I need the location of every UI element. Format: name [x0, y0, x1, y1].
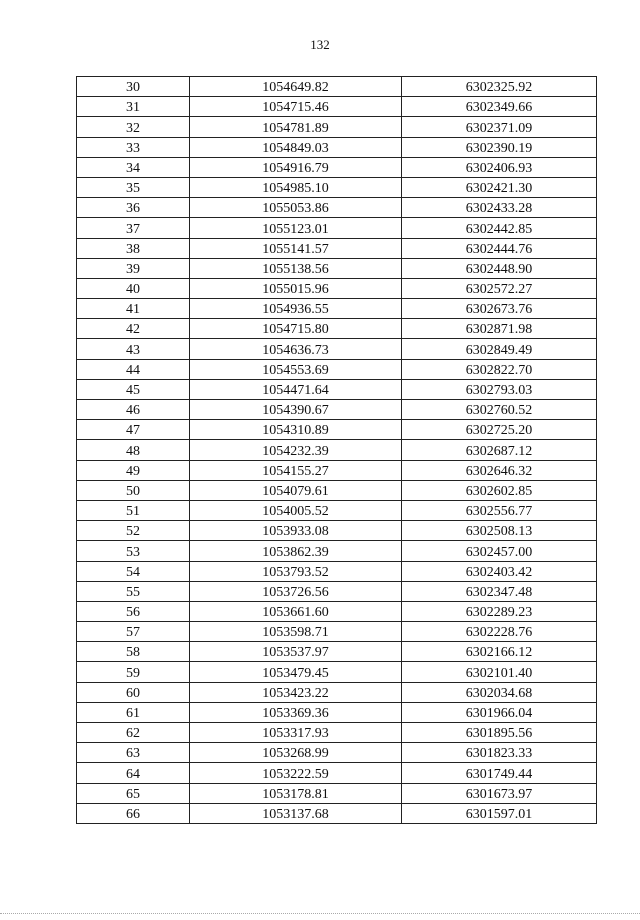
x-coordinate-cell: 1053933.08 — [190, 521, 402, 541]
y-coordinate-cell: 6302347.48 — [402, 581, 597, 601]
x-coordinate-cell: 1054936.55 — [190, 299, 402, 319]
point-number-cell: 41 — [77, 299, 190, 319]
y-coordinate-cell: 6302433.28 — [402, 198, 597, 218]
y-coordinate-cell: 6302572.27 — [402, 278, 597, 298]
bottom-edge-rule — [0, 913, 640, 914]
x-coordinate-cell: 1054985.10 — [190, 177, 402, 197]
y-coordinate-cell: 6302228.76 — [402, 622, 597, 642]
point-number-cell: 59 — [77, 662, 190, 682]
y-coordinate-cell: 6302760.52 — [402, 400, 597, 420]
x-coordinate-cell: 1053661.60 — [190, 601, 402, 621]
table-row — [77, 642, 597, 662]
x-coordinate-cell: 1054781.89 — [190, 117, 402, 137]
point-number-cell: 51 — [77, 500, 190, 520]
x-coordinate-cell: 1053793.52 — [190, 561, 402, 581]
table-row — [77, 480, 597, 500]
table-row — [77, 702, 597, 722]
x-coordinate-cell: 1054849.03 — [190, 137, 402, 157]
table-row — [77, 541, 597, 561]
point-number-cell: 47 — [77, 420, 190, 440]
x-coordinate-cell: 1053137.68 — [190, 803, 402, 823]
table-row — [77, 521, 597, 541]
x-coordinate-cell: 1054649.82 — [190, 77, 402, 97]
coordinates-table-body — [77, 77, 597, 824]
table-row — [77, 97, 597, 117]
y-coordinate-cell: 6302673.76 — [402, 299, 597, 319]
table-row — [77, 622, 597, 642]
point-number-cell: 31 — [77, 97, 190, 117]
point-number-cell: 40 — [77, 278, 190, 298]
table-row — [77, 440, 597, 460]
y-coordinate-cell: 6302871.98 — [402, 319, 597, 339]
table-row — [77, 299, 597, 319]
x-coordinate-cell: 1053726.56 — [190, 581, 402, 601]
point-number-cell: 65 — [77, 783, 190, 803]
point-number-cell: 30 — [77, 77, 190, 97]
coordinates-table — [76, 76, 597, 824]
point-number-cell: 35 — [77, 177, 190, 197]
y-coordinate-cell: 6301895.56 — [402, 723, 597, 743]
x-coordinate-cell: 1053268.99 — [190, 743, 402, 763]
table-row — [77, 500, 597, 520]
y-coordinate-cell: 6302349.66 — [402, 97, 597, 117]
table-row — [77, 662, 597, 682]
table-row — [77, 379, 597, 399]
x-coordinate-cell: 1053423.22 — [190, 682, 402, 702]
y-coordinate-cell: 6302101.40 — [402, 662, 597, 682]
point-number-cell: 50 — [77, 480, 190, 500]
table-row — [77, 763, 597, 783]
x-coordinate-cell: 1053178.81 — [190, 783, 402, 803]
table-row — [77, 278, 597, 298]
y-coordinate-cell: 6302442.85 — [402, 218, 597, 238]
y-coordinate-cell: 6302325.92 — [402, 77, 597, 97]
x-coordinate-cell: 1054005.52 — [190, 500, 402, 520]
point-number-cell: 54 — [77, 561, 190, 581]
table-row — [77, 400, 597, 420]
table-row — [77, 238, 597, 258]
table-row — [77, 339, 597, 359]
point-number-cell: 49 — [77, 460, 190, 480]
point-number-cell: 60 — [77, 682, 190, 702]
x-coordinate-cell: 1054715.46 — [190, 97, 402, 117]
x-coordinate-cell: 1054310.89 — [190, 420, 402, 440]
x-coordinate-cell: 1053317.93 — [190, 723, 402, 743]
y-coordinate-cell: 6301673.97 — [402, 783, 597, 803]
y-coordinate-cell: 6302508.13 — [402, 521, 597, 541]
point-number-cell: 34 — [77, 157, 190, 177]
table-row — [77, 359, 597, 379]
table-row — [77, 198, 597, 218]
y-coordinate-cell: 6302390.19 — [402, 137, 597, 157]
x-coordinate-cell: 1053862.39 — [190, 541, 402, 561]
x-coordinate-cell: 1054916.79 — [190, 157, 402, 177]
x-coordinate-cell: 1054079.61 — [190, 480, 402, 500]
y-coordinate-cell: 6302849.49 — [402, 339, 597, 359]
table-row — [77, 783, 597, 803]
table-row — [77, 581, 597, 601]
point-number-cell: 33 — [77, 137, 190, 157]
table-row — [77, 682, 597, 702]
table-row — [77, 460, 597, 480]
point-number-cell: 43 — [77, 339, 190, 359]
y-coordinate-cell: 6302289.23 — [402, 601, 597, 621]
x-coordinate-cell: 1054232.39 — [190, 440, 402, 460]
x-coordinate-cell: 1054155.27 — [190, 460, 402, 480]
point-number-cell: 64 — [77, 763, 190, 783]
y-coordinate-cell: 6302556.77 — [402, 500, 597, 520]
point-number-cell: 61 — [77, 702, 190, 722]
x-coordinate-cell: 1053598.71 — [190, 622, 402, 642]
y-coordinate-cell: 6302403.42 — [402, 561, 597, 581]
y-coordinate-cell: 6302444.76 — [402, 238, 597, 258]
y-coordinate-cell: 6302457.00 — [402, 541, 597, 561]
y-coordinate-cell: 6302166.12 — [402, 642, 597, 662]
x-coordinate-cell: 1055053.86 — [190, 198, 402, 218]
x-coordinate-cell: 1054636.73 — [190, 339, 402, 359]
x-coordinate-cell: 1055123.01 — [190, 218, 402, 238]
x-coordinate-cell: 1053369.36 — [190, 702, 402, 722]
table-row — [77, 137, 597, 157]
point-number-cell: 36 — [77, 198, 190, 218]
y-coordinate-cell: 6302371.09 — [402, 117, 597, 137]
table-row — [77, 743, 597, 763]
x-coordinate-cell: 1054390.67 — [190, 400, 402, 420]
x-coordinate-cell: 1054471.64 — [190, 379, 402, 399]
point-number-cell: 46 — [77, 400, 190, 420]
point-number-cell: 52 — [77, 521, 190, 541]
table-row — [77, 601, 597, 621]
point-number-cell: 58 — [77, 642, 190, 662]
point-number-cell: 48 — [77, 440, 190, 460]
point-number-cell: 55 — [77, 581, 190, 601]
x-coordinate-cell: 1053222.59 — [190, 763, 402, 783]
table-row — [77, 561, 597, 581]
y-coordinate-cell: 6302646.32 — [402, 460, 597, 480]
point-number-cell: 39 — [77, 258, 190, 278]
table-row — [77, 117, 597, 137]
point-number-cell: 56 — [77, 601, 190, 621]
point-number-cell: 66 — [77, 803, 190, 823]
table-row — [77, 157, 597, 177]
point-number-cell: 38 — [77, 238, 190, 258]
y-coordinate-cell: 6302687.12 — [402, 440, 597, 460]
x-coordinate-cell: 1053537.97 — [190, 642, 402, 662]
table-row — [77, 723, 597, 743]
y-coordinate-cell: 6302448.90 — [402, 258, 597, 278]
point-number-cell: 32 — [77, 117, 190, 137]
table-row — [77, 803, 597, 823]
x-coordinate-cell: 1055141.57 — [190, 238, 402, 258]
point-number-cell: 63 — [77, 743, 190, 763]
y-coordinate-cell: 6302822.70 — [402, 359, 597, 379]
y-coordinate-cell: 6302421.30 — [402, 177, 597, 197]
x-coordinate-cell: 1053479.45 — [190, 662, 402, 682]
x-coordinate-cell: 1054553.69 — [190, 359, 402, 379]
x-coordinate-cell: 1055015.96 — [190, 278, 402, 298]
point-number-cell: 45 — [77, 379, 190, 399]
y-coordinate-cell: 6301823.33 — [402, 743, 597, 763]
y-coordinate-cell: 6302602.85 — [402, 480, 597, 500]
point-number-cell: 44 — [77, 359, 190, 379]
table-row — [77, 77, 597, 97]
y-coordinate-cell: 6301597.01 — [402, 803, 597, 823]
table-row — [77, 258, 597, 278]
table-row — [77, 177, 597, 197]
table-row — [77, 420, 597, 440]
point-number-cell: 37 — [77, 218, 190, 238]
point-number-cell: 53 — [77, 541, 190, 561]
table-row — [77, 319, 597, 339]
y-coordinate-cell: 6302725.20 — [402, 420, 597, 440]
point-number-cell: 42 — [77, 319, 190, 339]
y-coordinate-cell: 6301749.44 — [402, 763, 597, 783]
y-coordinate-cell: 6302034.68 — [402, 682, 597, 702]
page-number: 132 — [310, 37, 330, 52]
y-coordinate-cell: 6301966.04 — [402, 702, 597, 722]
point-number-cell: 62 — [77, 723, 190, 743]
point-number-cell: 57 — [77, 622, 190, 642]
y-coordinate-cell: 6302793.03 — [402, 379, 597, 399]
x-coordinate-cell: 1054715.80 — [190, 319, 402, 339]
y-coordinate-cell: 6302406.93 — [402, 157, 597, 177]
x-coordinate-cell: 1055138.56 — [190, 258, 402, 278]
table-row — [77, 218, 597, 238]
